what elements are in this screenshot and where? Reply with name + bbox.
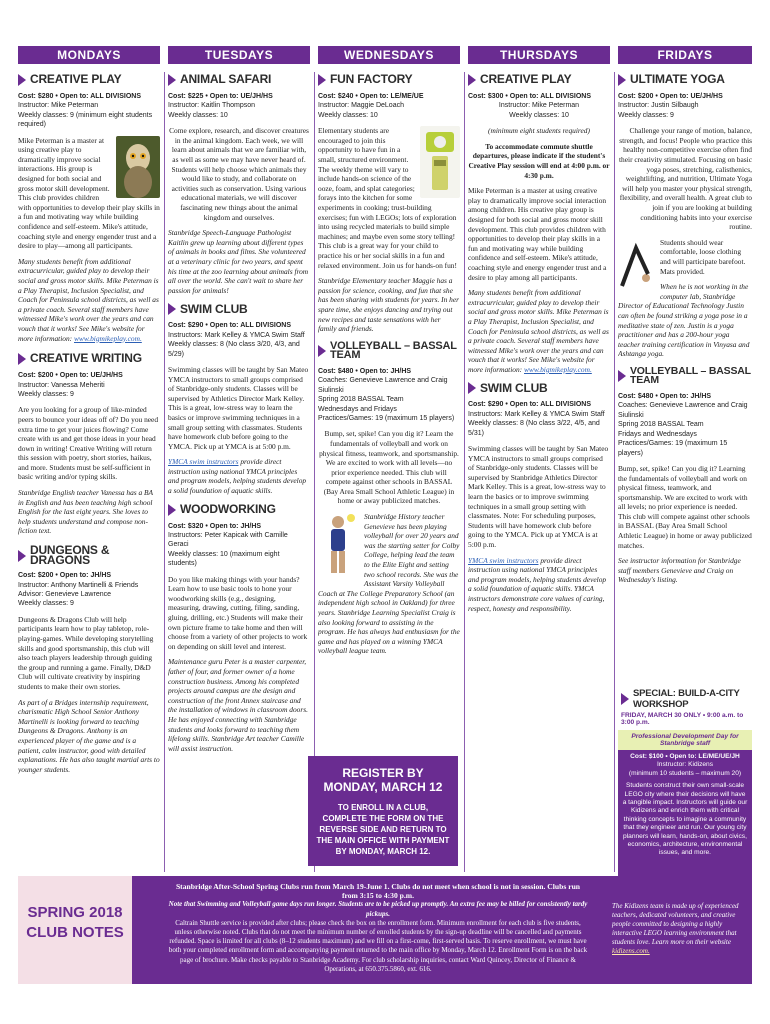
kidizens-note: The Kidizens team is made up of experienced teachers, dedicated volunteers, and creative people committed to designing a highly interactive LEGO learning environment that students love. Learn more on their website kidizens.com. <box>608 876 752 984</box>
club-title: SWIM CLUB <box>468 382 610 394</box>
club-meta: Cost: $280 • Open to: ALL DIVISIONS Instructor: Mike Peterman Weekly classes: 9 (minimum eight students required) <box>18 93 153 129</box>
club-meta: Cost: $200 • Open to: JH/HS Instructor: Anthony Martinelli & Friends Advisor: Genevieve Lawrence Weekly classes: 9 <box>18 572 139 608</box>
column-divider <box>314 72 315 872</box>
arrow-icon <box>18 353 26 365</box>
day-header-monday: MONDAYS <box>18 46 160 64</box>
lemur-photo <box>116 136 160 198</box>
volleyball-player-photo <box>318 512 358 578</box>
arrow-icon <box>168 74 176 86</box>
club-meta: Cost: $200 • Open to: UE/JH/HS Instructor: Justin Silbaugh Weekly classes: 9 <box>618 93 723 119</box>
footer-text: Stanbridge After-School Spring Clubs run from March 19-June 1. Clubs do not meet when school is not in session. Clubs run from 3:15 to 4:30 p.m. Note that Swimming and Volleyball game days run longer. Students are to be picked up promptly. An extra fee may be billed for consistently tardy pickups. Caltrain Shuttle service is provided after clubs; please check the box on the enrollment form. Minimum enrollment for each club is five students, unless otherwise noted. Clubs that do not meet the minimum number of enrolled students by the sign-up deadline will be cancelled and payments refunded. Space is limited for all clubs (8–12 students maximum) and we fill on a first-come, first-served basis. To reserve enrollment, we must have both your completed enrollment form and accompanying payment returned to the main office by Monday, March 12. Enrollment Form is on the back page of brochure. Make checks payable to Stanbridge Academy. For club scholarship inquiries, contact Ward Quincey, Director of Finance & Operations, at 650.375.5860, ext. 616. <box>168 882 588 973</box>
ymca-link[interactable]: YMCA swim instructors <box>168 457 239 467</box>
website-link[interactable]: www.bigmikeplay.com. <box>74 333 142 343</box>
column-divider <box>164 72 165 872</box>
arrow-icon <box>18 74 26 86</box>
arrow-icon <box>18 550 26 562</box>
arrow-icon <box>468 382 476 394</box>
brochure-page <box>18 38 752 1008</box>
friday-column: ULTIMATE YOGA Cost: $200 • Open to: UE/JH/HS Instructor: Justin Silbaugh Weekly classes: 9 Challenge your range of motion, balance, strength, and focus! People who practice this healthy non-competitive exercise often find their creativity stimulated. Focusing on basic yoga poses, stretching, calisthenics, weightlifting, and nutrition, Ultimate Yoga will help you master your physical strength, flexibility, and overall health. A great club to join if you are looking at building conditioning habits into your exercise routine. Students should wear comfortable, loose clothing and will participate barefoot. Mats provided. When he is not working in the computer lab, Stanbridge Director of Educational Technology Justin can often be found striking a yoga pose in a meditative state of zen. Justin is a yoga practitioner and has a 200-hour yoga teacher training certification in Vinyasa and Ashtanga yoga. VOLLEYBALL – BASSAL TEAM Cost: $480 • Open to: JH/HS Coaches: Genevieve Lawrence and Craig Siulinski Spring 2018 BASSAL Team Fridays and Wednesdays Practices/Games: 19 (maximum 15 players) Bump, set, spike! Can you dig it? Learning the fundamentals of volleyball and work on physical fitness, teamwork, and sportsmanship. We are excited to work with all levels; no prior experience is needed. This club will compete against other schools in BASSAL (Bay Area Small School Athletic League) in home or away publicized matches. See instructor information for Stanbridge staff members Genevieve and Craig on Wednesday's listing. <box>618 72 752 585</box>
kidizens-link[interactable]: kidizens.com. <box>612 947 650 955</box>
day-header-tuesday: TUESDAYS <box>168 46 310 64</box>
arrow-icon <box>168 303 176 315</box>
arrow-icon <box>468 74 476 86</box>
club-title: VOLLEYBALL – BASSAL TEAM <box>618 367 752 386</box>
website-link[interactable]: www.bigmikeplay.com. <box>524 364 592 374</box>
arrow-icon <box>618 370 626 382</box>
club-meta: Cost: $480 • Open to: JH/HS Coaches: Genevieve Lawrence and Craig Siulinski Spring 2018 BASSAL Team Fridays and Wednesdays Practices/Games: 19 (maximum 15 players) <box>618 393 748 457</box>
day-header-friday: FRIDAYS <box>618 46 752 64</box>
club-meta: Cost: $290 • Open to: ALL DIVISIONS Instructors: Mark Kelley & YMCA Swim Staff Weekly classes: 8 (No class 3/22, 4/5, and 5/31) <box>468 401 605 437</box>
wednesday-column: FUN FACTORY Cost: $240 • Open to: LE/ME/UE Instructor: Maggie DeLoach Weekly classes: 10 Elementary students are encouraged to join this opportunity to have fun in a small, structured environment. The weekly theme will vary to include hands-on science of the ooze, foam, and splat categories; forays into the kitchen for some experiments in cooking; trust-building exercises; fun with LEGOs; lots of exploration into using recycled materials to build simple machines; and maybe even some story telling! This club is a great way for your child to practice his or her social skills in a fun and relaxed environment. Join us for hands-on fun! Stanbridge Elementary teacher Maggie has a passion for science, cooking, and fun that she has been sharing with students for years. In her spare time, she enjoys dancing and trying out new recipes and taste sensations with her family and friends. VOLLEYBALL – BASSAL TEAM Cost: $480 • Open to: JH/HS Coaches: Genevieve Lawrence and Craig Siulinski Spring 2018 BASSAL Team Wednesdays and Fridays Practices/Games: 19 (maximum 15 players) Bump, set, spike! Can you dig it? Learn the fundamentals of volleyball and work on physical fitness, teamwork, and sportsmanship. We are excited to work with all levels—no prior experience needed. This club will compete against other schools in BASSAL (Bay Area Small School Athletic League) in home or away publicized matches. Stanbridge History teacher Genevieve has been playing volleyball for over 20 years and was the starting setter for Colby College, helping lead the team to the Elite Eight and setting two school records. She was the Assistant Varsity Volleyball Coach at The College Preparatory School (an independent high school in Oakland) for three years. Stanbridge Learning Specialist Craig is also looking forward to assisting in the program. He has always had enthusiasm for the game and has played on a winning YMCA volleyball league team. <box>318 72 460 656</box>
thursday-column: CREATIVE PLAY Cost: $300 • Open to: ALL DIVISIONS Instructor: Mike Peterman Weekly classes: 10 (minimum eight students required) To accommodate commute shuttle departures, please indicate if the student's Creative Play session will end at 4:00 p.m. or 4:30 p.m. Mike Peterman is a master at using creative play to dramatically improve social interaction among children. His creative play group is designed for both social and gross motor skill development. This club provides children with opportunities to develop their play skills in a fun and motivating way while building confidence and self-esteem. Mike's attitude, coaching style and energy engender trust and a desire to play among all participants. Many students benefit from additional extracurricular, guided play to develop their social and gross motor skills. Mike Peterman is a Play Therapist, Inclusion Specialist, and Coach for Peninsula school districts, as well as a private coach. Several staff members have witnessed Mike's work over the years and can vouch that it works! See Mike's website for more information: www.bigmikeplay.com. SWIM CLUB Cost: $290 • Open to: ALL DIVISIONS Instructors: Mark Kelley & YMCA Swim Staff Weekly classes: 8 (No class 3/22, 4/5, and 5/31) Swimming classes will be taught by San Mateo YMCA instructors to small groups comprised of Stanbridge-only students. Classes will be supervised by Stanbridge Athletics Director Mark Kelley. This is a great, low-stress way to learn the basics or to improve swimming techniques in a small group setting with classmates. Note: For scheduling purposes, Students will have homework club before going to the YMCA. Pick up at YMCA is at 5:00 p.m. YMCA swim instructors provide direct instruction using national YMCA principles and program models, helping students develop a solid foundation of aquatic skills. YMCA instructors demonstrate core values of caring, respect, honesty and responsibility. <box>468 72 610 613</box>
club-title: CREATIVE PLAY <box>468 74 610 86</box>
footer-band <box>18 876 752 984</box>
monday-column: CREATIVE PLAY Cost: $280 • Open to: ALL DIVISIONS Instructor: Mike Peterman Weekly classes: 9 (minimum eight students required) Mike Peterman is a master at using creative play to dramatically improve social interactions. His group is designed for both social and gross motor skill development. This club provides children with opportunities to develop their play skills in a fun and motivating way while building confidence and self-esteem. Mike's attitude, coaching style and energy engender trust and a desire to play—among all participants. Many students benefit from additional extracurricular, guided play to develop their social and gross motor skills. Mike Peterman is a Play Therapist, Inclusion Specialist, and Coach for Peninsula school districts, as well as a private coach. Several staff members have witnessed Mike's work over the years and can vouch that it works! See Mike's website for more information: www.bigmikeplay.com. CREATIVE WRITING Cost: $200 • Open to: UE/JH/HS Instructor: Vanessa Meheriti Weekly classes: 9 Are you looking for a group of like-minded peers to bounce your ideas off of? Do you need extra time to get your juices flowing? Come create with us and get those ideas in your head down in writing! Creative Writing will return this session with poetry, short stories, haikus, and more. Students must be self-sufficient in basic writing and/or typing skills. Stanbridge English teacher Vanessa has a BA in English and has been teaching high school English for the last eight years. She loves to help students understand and compose non-fiction text. DUNGEONS & DRAGONS Cost: $200 • Open to: JH/HS Instructor: Anthony Martinelli & Friends Advisor: Genevieve Lawrence Weekly classes: 9 Dungeons & Dragons Club will help participants learn how to play tabletop, role-playing-games. While developing storytelling skills and good sportsmanship, this club will also teach players leadership through guiding the group and running a game. Finally, D&D Club will cultivate creativity by inspiring students to make their own stories. As part of a Bridges internship requirement, charismatic High School Senior Anthony Martinelli is looking forward to teaching Dungeons & Dragons. Anthony is an experienced player of the game and is a patient, calm instructor, good with detailed explanations. He has also taught martial arts to younger students. <box>18 72 160 774</box>
club-title: CREATIVE PLAY <box>18 74 160 86</box>
science-kit-photo <box>420 126 460 198</box>
arrow-icon <box>618 74 626 86</box>
club-meta: Cost: $225 • Open to: UE/JH/HS Instructor: Kaitlin Thompson Weekly classes: 10 <box>168 93 273 119</box>
arrow-icon <box>621 693 629 705</box>
register-callout: REGISTER BY MONDAY, MARCH 12 TO ENROLL IN A CLUB, COMPLETE THE FORM ON THE REVERSE SIDE AND RETURN TO THE MAIN OFFICE WITH PAYMENT BY MONDAY, MARCH 12. <box>308 756 458 866</box>
day-header-wednesday: WEDNESDAYS <box>318 46 460 64</box>
arrow-icon <box>318 74 326 86</box>
tuesday-column: ANIMAL SAFARI Cost: $225 • Open to: UE/JH/HS Instructor: Kaitlin Thompson Weekly classes: 10 Come explore, research, and discover creatures in the animal kingdom. Each week, we will learn about animals that we are familiar with, as well as some we may have never heard of. Students will help choose which animals they would like to study, and collaborate on activities such as conservation. Using various educational materials, we will discover fascinating new things about the animal kingdom and ourselves. Stanbridge Speech-Language Pathologist Kaitlin grew up learning about different types of animals in books and films. She volunteered at a veterinary clinic for two years, and spent his time at the zoo learning about animals from all over the world. She can't wait to share her passion for animals! SWIM CLUB Cost: $290 • Open to: ALL DIVISIONS Instructors: Mark Kelley & YMCA Swim Staff Weekly classes: 8 (No class 3/20, 4/3, and 5/29) Swimming classes will be taught by San Mateo YMCA instructors to small groups comprised of Stanbridge-only students. Classes will be supervised by Athletics Director Mark Kelley. This is a great, low-stress way to learn the basics or improve swimming techniques in a small group setting with classmates. Students have homework club before going to the YMCA. Pick up at YMCA is at 5:00 p.m. YMCA swim instructors provide direct instruction using national YMCA principles and program models, helping students develop a solid foundation of aquatic skills. WOODWORKING Cost: $320 • Open to: JH/HS Instructors: Peter Kapicak with Camille Geraci Weekly classes: 10 (maximum eight students) Do you like making things with your hands? Learn how to use basic tools to hone your woodworking skills (e.g., designing, measuring, drawing, cutting, filing, sanding, gluing, drilling, etc.) Students will make their own picture frame to take home and then will choose from a variety of other projects to work on depending on skill level and interest. Maintenance guru Peter is a master carpenter, father of four, and former owner of a home construction business. Among his completed projects around campus are the design and construction of the front Annex staircase and the installation of windows in classroom doors. He has enjoyed connecting with Stanbridge students and looks forward to teaching them lifelong skills. Stanbridge Art teacher Camille will assist instruction. <box>168 72 309 753</box>
yoga-pose-photo <box>618 238 654 290</box>
club-meta: Cost: $320 • Open to: JH/HS Instructors: Peter Kapicak with Camille Geraci Weekly classes: 10 (maximum eight students) <box>168 522 288 568</box>
club-title: CREATIVE WRITING <box>18 353 160 365</box>
club-title: WOODWORKING <box>168 504 310 516</box>
ymca-link[interactable]: YMCA swim instructors <box>468 555 539 565</box>
club-title: SWIM CLUB <box>168 303 310 315</box>
special-workshop: SPECIAL: BUILD-A-CITY WORKSHOP FRIDAY, MARCH 30 ONLY • 9:00 a.m. to 3:00 p.m. Professional Development Day for Stanbridge staff Cost: $100 • Open to: LE/ME/UE/JH Instructor: Kidizens (minimum 10 students – maximum 20) Students construct their own small-scale LEGO city where their decisions will have a tangible impact. Instructors will guide our Kidizens and enrich them with critical thinking concepts to imagine a community that they engineer and run. Our young city planners will learn, hands-on, about civics, economics, architecture, environmental issues, and more. <box>618 684 752 876</box>
arrow-icon <box>318 345 326 357</box>
club-meta: Cost: $200 • Open to: UE/JH/HS Instructor: Vanessa Meheriti Weekly classes: 9 <box>18 372 123 398</box>
club-meta: Cost: $240 • Open to: LE/ME/UE Instructor: Maggie DeLoach Weekly classes: 10 <box>318 93 424 119</box>
club-meta: Cost: $480 • Open to: JH/HS Coaches: Genevieve Lawrence and Craig Siulinski Spring 2018 BASSAL Team Wednesdays and Fridays Practices/Games: 19 (maximum 15 players) <box>318 367 455 422</box>
club-title: VOLLEYBALL – BASSAL TEAM <box>318 342 460 361</box>
season-box: SPRING 2018 CLUB NOTES <box>18 876 132 984</box>
club-title: SPECIAL: BUILD-A-CITY WORKSHOP <box>621 688 749 710</box>
club-title: DUNGEONS & DRAGONS <box>18 546 160 565</box>
club-title: FUN FACTORY <box>318 74 460 86</box>
club-title: ANIMAL SAFARI <box>168 74 310 86</box>
column-divider <box>614 72 615 872</box>
club-meta: Cost: $290 • Open to: ALL DIVISIONS Instructors: Mark Kelley & YMCA Swim Staff Weekly classes: 8 (No class 3/20, 4/3, and 5/29) <box>168 322 305 358</box>
column-divider <box>464 72 465 872</box>
club-meta: Cost: $300 • Open to: ALL DIVISIONS Instructor: Mike Peterman Weekly classes: 10 <box>468 93 592 119</box>
day-header-thursday: THURSDAYS <box>468 46 610 64</box>
arrow-icon <box>168 504 176 516</box>
club-title: ULTIMATE YOGA <box>618 74 752 86</box>
